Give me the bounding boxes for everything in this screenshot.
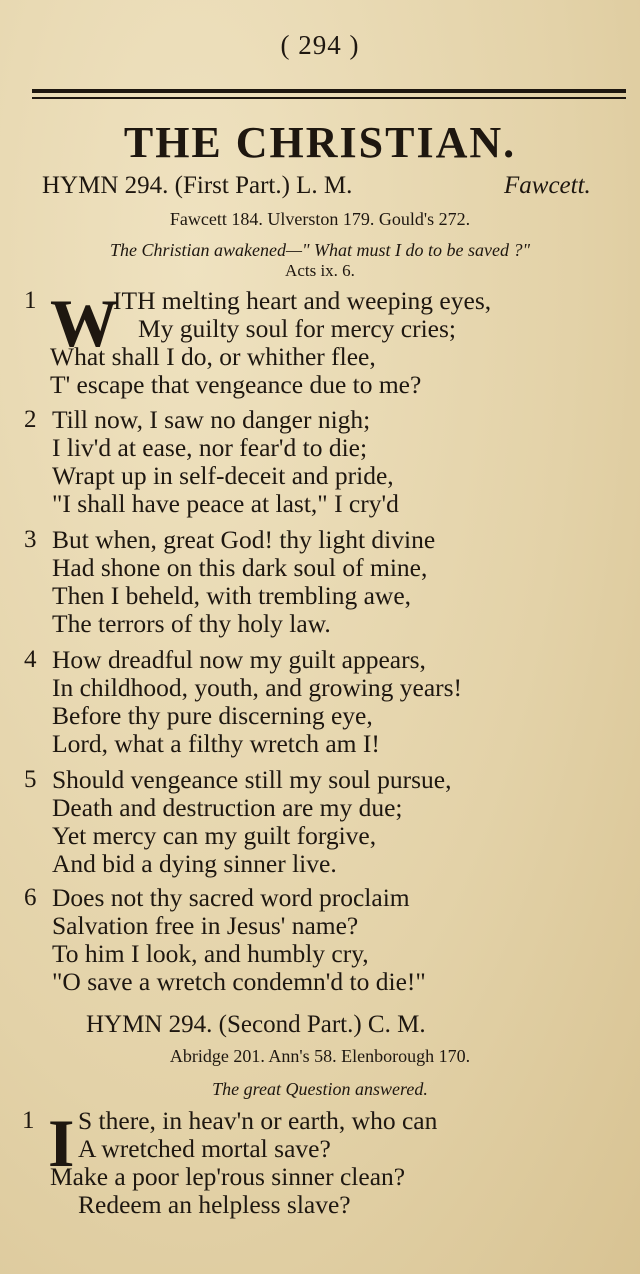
verse-line: A wretched mortal save?	[78, 1134, 331, 1163]
verse-line: Does not thy sacred word proclaim	[52, 883, 410, 912]
verse-line: What shall I do, or whither flee,	[50, 342, 376, 371]
verse-line: Lord, what a filthy wretch am I!	[52, 729, 380, 758]
stanza-number: 3	[24, 526, 37, 553]
stanza-number: 4	[24, 646, 37, 673]
verse-line: Salvation free in Jesus' name?	[52, 911, 359, 940]
verse-line: ITH melting heart and weeping eyes,	[113, 286, 492, 315]
verse-line: In childhood, youth, and growing years!	[52, 673, 463, 702]
stanza-number: 1	[22, 1107, 35, 1134]
verse-line: My guilty soul for mercy cries;	[138, 314, 456, 343]
stanza-number: 5	[24, 766, 37, 793]
verse-line: How dreadful now my guilt appears,	[52, 645, 426, 674]
header-rule-thin	[32, 97, 626, 99]
hymn1-subject: The Christian awakened—" What must I do to be saved ?"	[109, 240, 531, 260]
verse-line: To him I look, and humbly cry,	[52, 939, 369, 968]
verse-line: Till now, I saw no danger nigh;	[52, 405, 371, 434]
stanza-number: 2	[24, 406, 37, 433]
hymn1-heading: HYMN 294. (First Part.) L. M.	[42, 172, 353, 199]
verse-line: Yet mercy can my guilt forgive,	[52, 821, 377, 850]
verse-line: T' escape that vengeance due to me?	[50, 370, 422, 399]
hymn2-heading: HYMN 294. (Second Part.) C. M.	[86, 1011, 426, 1038]
stanza-number: 6	[24, 884, 37, 911]
verse-line: Should vengeance still my soul pursue,	[52, 765, 452, 794]
hymn1-scripture: Acts ix. 6.	[285, 261, 355, 280]
section-title: THE CHRISTIAN.	[123, 118, 517, 167]
verse-line: Death and destruction are my due;	[52, 793, 403, 822]
hymn1-tunes: Fawcett 184. Ulverston 179. Gould's 272.	[169, 209, 471, 229]
hymn2-subject: The great Question answered.	[212, 1079, 428, 1099]
verse-line: Had shone on this dark soul of mine,	[52, 553, 428, 582]
verse-line: The terrors of thy holy law.	[52, 609, 331, 638]
verse-line: Redeem an helpless slave?	[78, 1190, 351, 1219]
header-rule-thick	[32, 89, 626, 93]
verse-line: Make a poor lep'rous sinner clean?	[50, 1162, 406, 1191]
hymn1-author: Fawcett.	[504, 172, 591, 199]
verse-line: Wrapt up in self-deceit and pride,	[52, 461, 394, 490]
drop-cap: I	[48, 1105, 75, 1181]
verse-line: "I shall have peace at last," I cry'd	[52, 489, 399, 518]
verse-line: Before thy pure discerning eye,	[52, 701, 373, 730]
page-number: ( 294 )	[280, 30, 360, 60]
drop-cap: W	[50, 285, 118, 361]
verse-line: And bid a dying sinner live.	[52, 849, 337, 878]
verse-line: Then I beheld, with trembling awe,	[52, 581, 412, 610]
stanza-number: 1	[24, 287, 37, 314]
hymn2-tunes: Abridge 201. Ann's 58. Elenborough 170.	[169, 1046, 471, 1066]
verse-line: I liv'd at ease, nor fear'd to die;	[52, 433, 368, 462]
verse-line: "O save a wretch condemn'd to die!"	[52, 967, 426, 996]
verse-line: S there, in heav'n or earth, who can	[78, 1106, 438, 1135]
verse-line: But when, great God! thy light divine	[52, 525, 436, 554]
